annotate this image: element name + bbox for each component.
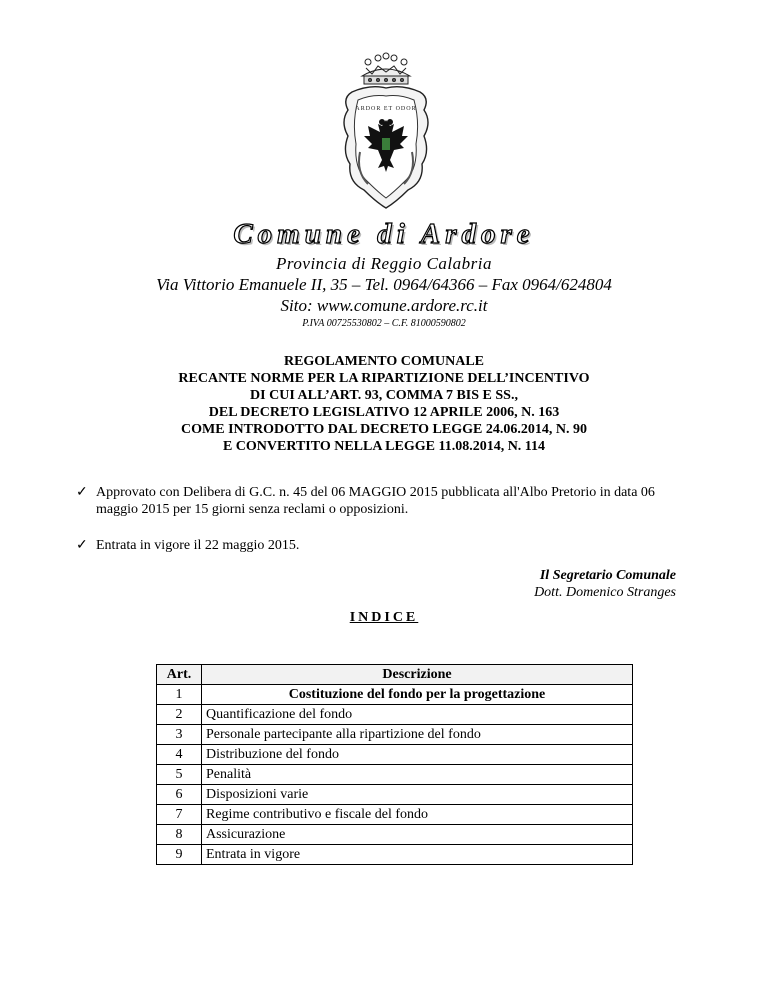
column-header-description: Descrizione	[202, 665, 633, 685]
table-row	[157, 725, 633, 745]
effective-date-text: Entrata in vigore il 22 maggio 2015.	[96, 538, 300, 553]
table-row	[157, 745, 633, 765]
table-row	[157, 845, 633, 865]
table-row	[157, 765, 633, 785]
table-header-row	[157, 665, 633, 685]
regulation-title	[0, 353, 768, 455]
regulation-title-line: COME INTRODOTTO DAL DECRETO LEGGE 24.06.2014, N. 90	[181, 422, 587, 437]
table-row	[157, 785, 633, 805]
article-number: 4	[157, 745, 202, 765]
regulation-title-line: E CONVERTITO NELLA LEGGE 11.08.2014, N. 114	[222, 439, 546, 454]
regulation-title-line: RECANTE NORME PER LA RIPARTIZIONE DELL’INCENTIVO	[178, 371, 590, 386]
article-number: 6	[157, 785, 202, 805]
article-description: Personale partecipante alla ripartizione del fondo	[202, 725, 633, 745]
crown-icon	[362, 53, 410, 84]
article-number: 9	[157, 845, 202, 865]
article-description: Entrata in vigore	[202, 845, 633, 865]
column-header-art: Art.	[157, 665, 202, 685]
checkmark-icon: ✓	[76, 538, 88, 553]
svg-text:ARDOR ET ODOR: ARDOR ET ODOR	[355, 106, 417, 112]
tax-ids-line: P.IVA 00725530802 – C.F. 81000590802	[302, 318, 466, 329]
signature-block	[534, 567, 676, 601]
article-description: Costituzione del fondo per la progettazione	[202, 685, 633, 705]
signature-name: Dott. Domenico Stranges	[534, 585, 676, 600]
checkmark-icon: ✓	[76, 485, 88, 500]
article-description: Disposizioni varie	[202, 785, 633, 805]
article-number: 7	[157, 805, 202, 825]
article-number: 3	[157, 725, 202, 745]
address-line: Via Vittorio Emanuele II, 35 – Tel. 0964/64366 – Fax 0964/624804	[156, 275, 612, 294]
effective-date-note	[76, 537, 676, 554]
regulation-title-line: DI CUI ALL’ART. 93, COMMA 7 BIS E SS.,	[250, 388, 518, 403]
article-description: Distribuzione del fondo	[202, 745, 633, 765]
signature-role: Il Segretario Comunale	[539, 568, 676, 583]
table-row	[157, 705, 633, 725]
municipal-crest-logo	[338, 52, 434, 212]
regulation-title-line: DEL DECRETO LEGISLATIVO 12 APRILE 2006, N. 163	[208, 405, 560, 420]
article-number: 5	[157, 765, 202, 785]
article-description: Penalità	[202, 765, 633, 785]
municipality-title: Comune di Ardore	[233, 218, 535, 250]
article-number: 2	[157, 705, 202, 725]
table-row	[157, 685, 633, 705]
index-table	[156, 664, 633, 865]
regulation-title-line: REGOLAMENTO COMUNALE	[283, 354, 485, 369]
province-line: Provincia di Reggio Calabria	[276, 254, 492, 273]
approval-note	[76, 484, 676, 518]
table-row	[157, 805, 633, 825]
article-description: Quantificazione del fondo	[202, 705, 633, 725]
website-line: Sito: www.comune.ardore.rc.it	[280, 296, 488, 315]
article-description: Assicurazione	[202, 825, 633, 845]
article-description: Regime contributivo e fiscale del fondo	[202, 805, 633, 825]
article-number: 1	[157, 685, 202, 705]
article-number: 8	[157, 825, 202, 845]
index-heading: INDICE	[349, 610, 419, 625]
table-row	[157, 825, 633, 845]
approval-note-text: Approvato con Delibera di G.C. n. 45 del 06 MAGGIO 2015 pubblicata all'Albo Pretorio in data 06 maggio 2015 per 15 giorni senza reclami o opposizioni.	[96, 485, 655, 517]
